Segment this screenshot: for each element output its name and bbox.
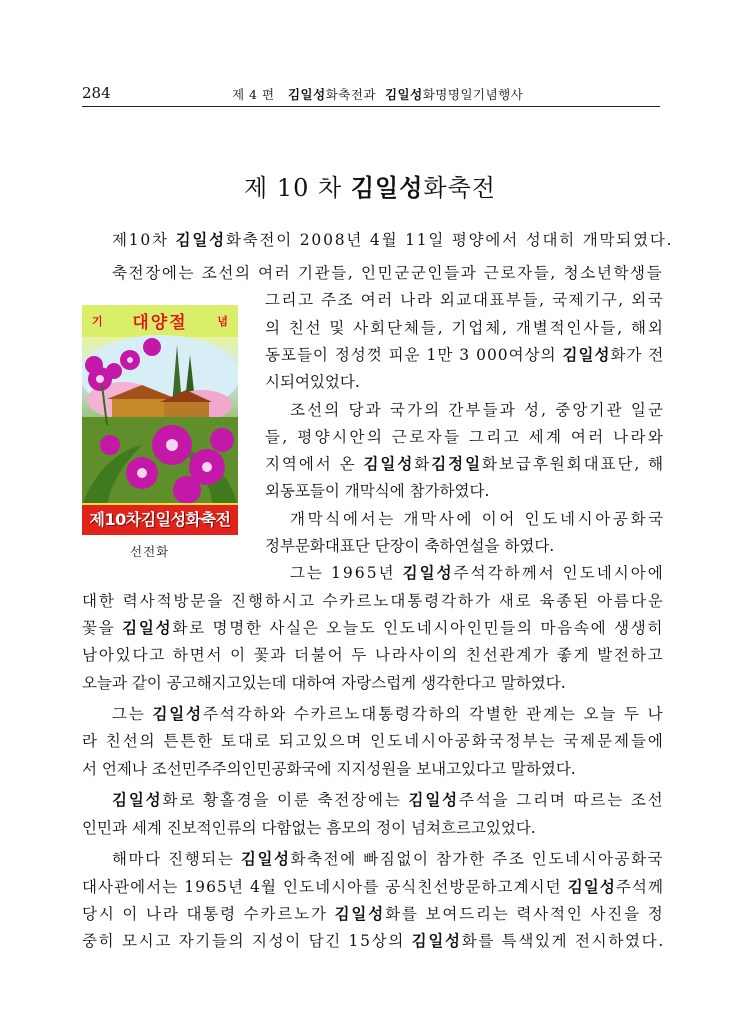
text-line: 의 친선 및 사회단체들, 기업체, 개별적인사들, 해외 <box>265 319 665 337</box>
orchid-illustration <box>82 305 238 535</box>
text-line: 그리고 주조 여러 나라 외교대표부들, 국제기구, 외국 <box>265 291 665 309</box>
text-line: 시되여있었다. <box>265 373 360 391</box>
text-line: 동포들이 정성껏 피운 1만 3 000여상의 김일성화가 전 <box>265 346 665 364</box>
text-line: 그는 1965년 김일성주석각하께서 인도네시아에 <box>290 564 665 582</box>
text-line: 당시 이 나라 대통령 수카르노가 김일성화를 보여드리는 력사적인 사진을 정 <box>82 905 665 923</box>
text-line: 조선의 당과 국가의 간부들과 성, 중앙기관 일군 <box>290 401 666 419</box>
text-line: 제10차 김일성화축전이 2008년 4월 11일 평양에서 성대히 개막되였다. <box>112 231 674 249</box>
header-title: 제 4 편 김일성화축전과 김일성화명명일기념행사 <box>232 87 524 102</box>
section-title: 제 10 차 김일성화축전 <box>244 174 496 202</box>
poster-title: 대양절 <box>132 313 188 333</box>
text-line: 오늘과 같이 공고해지고있는데 대하여 자랑스럽게 생각한다고 말하였다. <box>82 674 566 692</box>
text-line: 중히 모시고 자기들의 지성이 담긴 15상의 김일성화를 특색있게 전시하였다. <box>82 932 665 950</box>
festival-poster-image: 기 념 대양절 제10차김일성화축전 <box>82 305 238 535</box>
page-number: 284 <box>82 84 111 102</box>
text-line: 서 언제나 조선민주주의인민공화국에 지지성원을 보내고있다고 말하였다. <box>82 760 576 778</box>
image-caption: 선전화 <box>130 544 170 559</box>
text-line: 김일성화로 황홀경을 이룬 축전장에는 김일성주석을 그리며 따르는 조선 <box>112 791 665 809</box>
text-line: 대사관에서는 1965년 4월 인도네시아를 공식친선방문하고계시던 김일성주석께 <box>82 878 665 896</box>
text-line: 축전장에는 조선의 여러 기관들, 인민군군인들과 근로자들, 청소년학생들 <box>112 264 664 282</box>
text-line: 대한 력사적방문을 진행하시고 수카르노대통령각하가 새로 육종된 아름다운 <box>82 592 665 610</box>
text-line: 인민과 세계 진보적인류의 다함없는 흠모의 정이 넘쳐흐르고있었다. <box>82 819 536 837</box>
text-line: 꽃을 김일성화로 명명한 사실은 오늘도 인도네시아인민들의 마음속에 생생히 <box>82 619 665 637</box>
text-line: 남아있다고 하면서 이 꽃과 더불어 두 나라사이의 친선관계가 좋게 발전하고 <box>82 646 665 664</box>
running-header <box>82 84 660 107</box>
text-line: 라 친선의 튼튼한 토대로 되고있으며 인도네시아공화국정부는 국제문제들에 <box>82 732 665 750</box>
text-line: 외동포들이 개막식에 참가하였다. <box>265 482 490 500</box>
text-line: 정부문화대표단 단장이 축하연설을 하였다. <box>265 537 555 555</box>
text-line: 개막식에서는 개막사에 이어 인도네시아공화국 <box>290 510 666 528</box>
text-line: 들, 평양시안의 근로자들 그리고 세계 여러 나라와 <box>265 428 666 446</box>
text-line: 해마다 진행되는 김일성화축전에 빠짐없이 참가한 주조 인도네시아공화국 <box>112 850 665 868</box>
text-line: 지역에서 온 김일성화김정일화보급후원회대표단, 해 <box>265 455 666 473</box>
poster-banner: 제10차김일성화축전 <box>82 503 238 535</box>
text-line: 그는 김일성주석각하와 수카르노대통령각하의 각별한 관계는 오늘 두 나 <box>112 705 665 723</box>
